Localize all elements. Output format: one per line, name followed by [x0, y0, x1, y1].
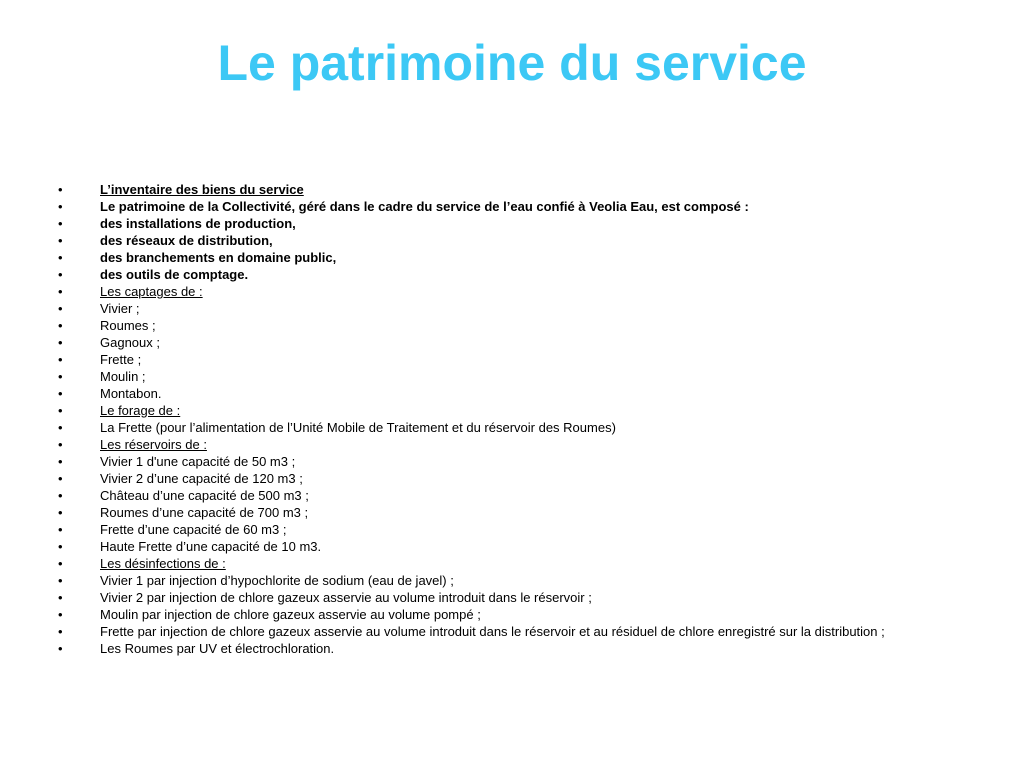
- bullet-point-icon: •: [58, 590, 63, 605]
- bullet-point-icon: •: [58, 539, 63, 554]
- bullet-point-icon: •: [58, 573, 63, 588]
- bullet-text: Moulin par injection de chlore gazeux asservie au volume pompé ;: [100, 607, 481, 622]
- bullet-point-icon: •: [58, 420, 63, 435]
- bullet-point-icon: •: [58, 454, 63, 469]
- bullet-item: [58, 623, 998, 640]
- bullet-item: [58, 606, 998, 623]
- bullet-item: [58, 589, 998, 606]
- bullet-text: Haute Frette d’une capacité de 10 m3.: [100, 539, 322, 554]
- bullet-item: [58, 351, 998, 368]
- bullet-item: [58, 470, 998, 487]
- bullet-text: Les réservoirs de :: [100, 437, 207, 452]
- bullet-text: Château d’une capacité de 500 m3 ;: [100, 488, 309, 503]
- slide-title: Le patrimoine du service: [217, 35, 807, 91]
- bullet-point-icon: •: [58, 471, 63, 486]
- bullet-item: [58, 572, 998, 589]
- bullet-item: [58, 487, 998, 504]
- bullet-point-icon: •: [58, 641, 63, 656]
- bullet-text: La Frette (pour l’alimentation de l’Unité Mobile de Traitement et du réservoir des Roumes): [100, 420, 616, 435]
- bullet-text: Vivier 2 d’une capacité de 120 m3 ;: [100, 471, 303, 486]
- bullet-point-icon: •: [58, 369, 63, 384]
- bullet-item: [58, 300, 998, 317]
- bullet-point-icon: •: [58, 216, 63, 231]
- bullet-text: L’inventaire des biens du service: [100, 182, 304, 197]
- bullet-item: [58, 266, 998, 283]
- bullet-item: [58, 181, 998, 198]
- bullet-point-icon: •: [58, 318, 63, 333]
- bullet-text: des branchements en domaine public,: [100, 250, 337, 265]
- bullet-point-icon: •: [58, 250, 63, 265]
- bullet-point-icon: •: [58, 233, 63, 248]
- bullet-text: Gagnoux ;: [100, 335, 160, 350]
- bullet-text: Frette ;: [100, 352, 142, 367]
- bullet-list: [58, 181, 998, 657]
- bullet-point-icon: •: [58, 488, 63, 503]
- bullet-text: Vivier ;: [100, 301, 140, 316]
- bullet-text: Le patrimoine de la Collectivité, géré dans le cadre du service de l’eau confié à Veolia Eau, est composé :: [100, 199, 749, 214]
- bullet-point-icon: •: [58, 437, 63, 452]
- bullet-point-icon: •: [58, 505, 63, 520]
- bullet-text: des outils de comptage.: [100, 267, 249, 282]
- bullet-text: Frette d’une capacité de 60 m3 ;: [100, 522, 287, 537]
- bullet-item: [58, 385, 998, 402]
- bullet-point-icon: •: [58, 403, 63, 418]
- bullet-point-icon: •: [58, 522, 63, 537]
- bullet-text: Moulin ;: [100, 369, 146, 384]
- bullet-item: [58, 368, 998, 385]
- bullet-text: Roumes d’une capacité de 700 m3 ;: [100, 505, 309, 520]
- bullet-item: [58, 521, 998, 538]
- bullet-item: [58, 334, 998, 351]
- bullet-item: [58, 232, 998, 249]
- bullet-point-icon: •: [58, 284, 63, 299]
- bullet-text: Le forage de :: [100, 403, 181, 418]
- bullet-point-icon: •: [58, 556, 63, 571]
- bullet-point-icon: •: [58, 335, 63, 350]
- bullet-text: Frette par injection de chlore gazeux asservie au volume introduit dans le réservoir et au résiduel de chlore enregistré sur la distribution ;: [100, 624, 885, 639]
- bullet-item: [58, 402, 998, 419]
- bullet-text: Les désinfections de :: [100, 556, 226, 571]
- bullet-point-icon: •: [58, 182, 63, 197]
- bullet-point-icon: •: [58, 386, 63, 401]
- bullet-item: [58, 538, 998, 555]
- bullet-item: [58, 249, 998, 266]
- bullet-point-icon: •: [58, 352, 63, 367]
- bullet-item: [58, 504, 998, 521]
- bullet-item: [58, 640, 998, 657]
- bullet-text: Vivier 1 d'une capacité de 50 m3 ;: [100, 454, 296, 469]
- bullet-text: des installations de production,: [100, 216, 296, 231]
- bullet-item: [58, 283, 998, 300]
- bullet-item: [58, 198, 998, 215]
- bullet-point-icon: •: [58, 624, 63, 639]
- bullet-item: [58, 317, 998, 334]
- bullet-text: Vivier 2 par injection de chlore gazeux asservie au volume introduit dans le réservoir ;: [100, 590, 592, 605]
- bullet-point-icon: •: [58, 607, 63, 622]
- bullet-text: des réseaux de distribution,: [100, 233, 273, 248]
- bullet-text: Roumes ;: [100, 318, 156, 333]
- bullet-point-icon: •: [58, 301, 63, 316]
- bullet-item: [58, 453, 998, 470]
- bullet-item: [58, 419, 998, 436]
- bullet-point-icon: •: [58, 199, 63, 214]
- bullet-item: [58, 436, 998, 453]
- bullet-text: Vivier 1 par injection d’hypochlorite de sodium (eau de javel) ;: [100, 573, 454, 588]
- bullet-item: [58, 555, 998, 572]
- bullet-text: Les captages de :: [100, 284, 203, 299]
- bullet-item: [58, 215, 998, 232]
- bullet-point-icon: •: [58, 267, 63, 282]
- bullet-text: Les Roumes par UV et électrochloration.: [100, 641, 335, 656]
- bullet-text: Montabon.: [100, 386, 162, 401]
